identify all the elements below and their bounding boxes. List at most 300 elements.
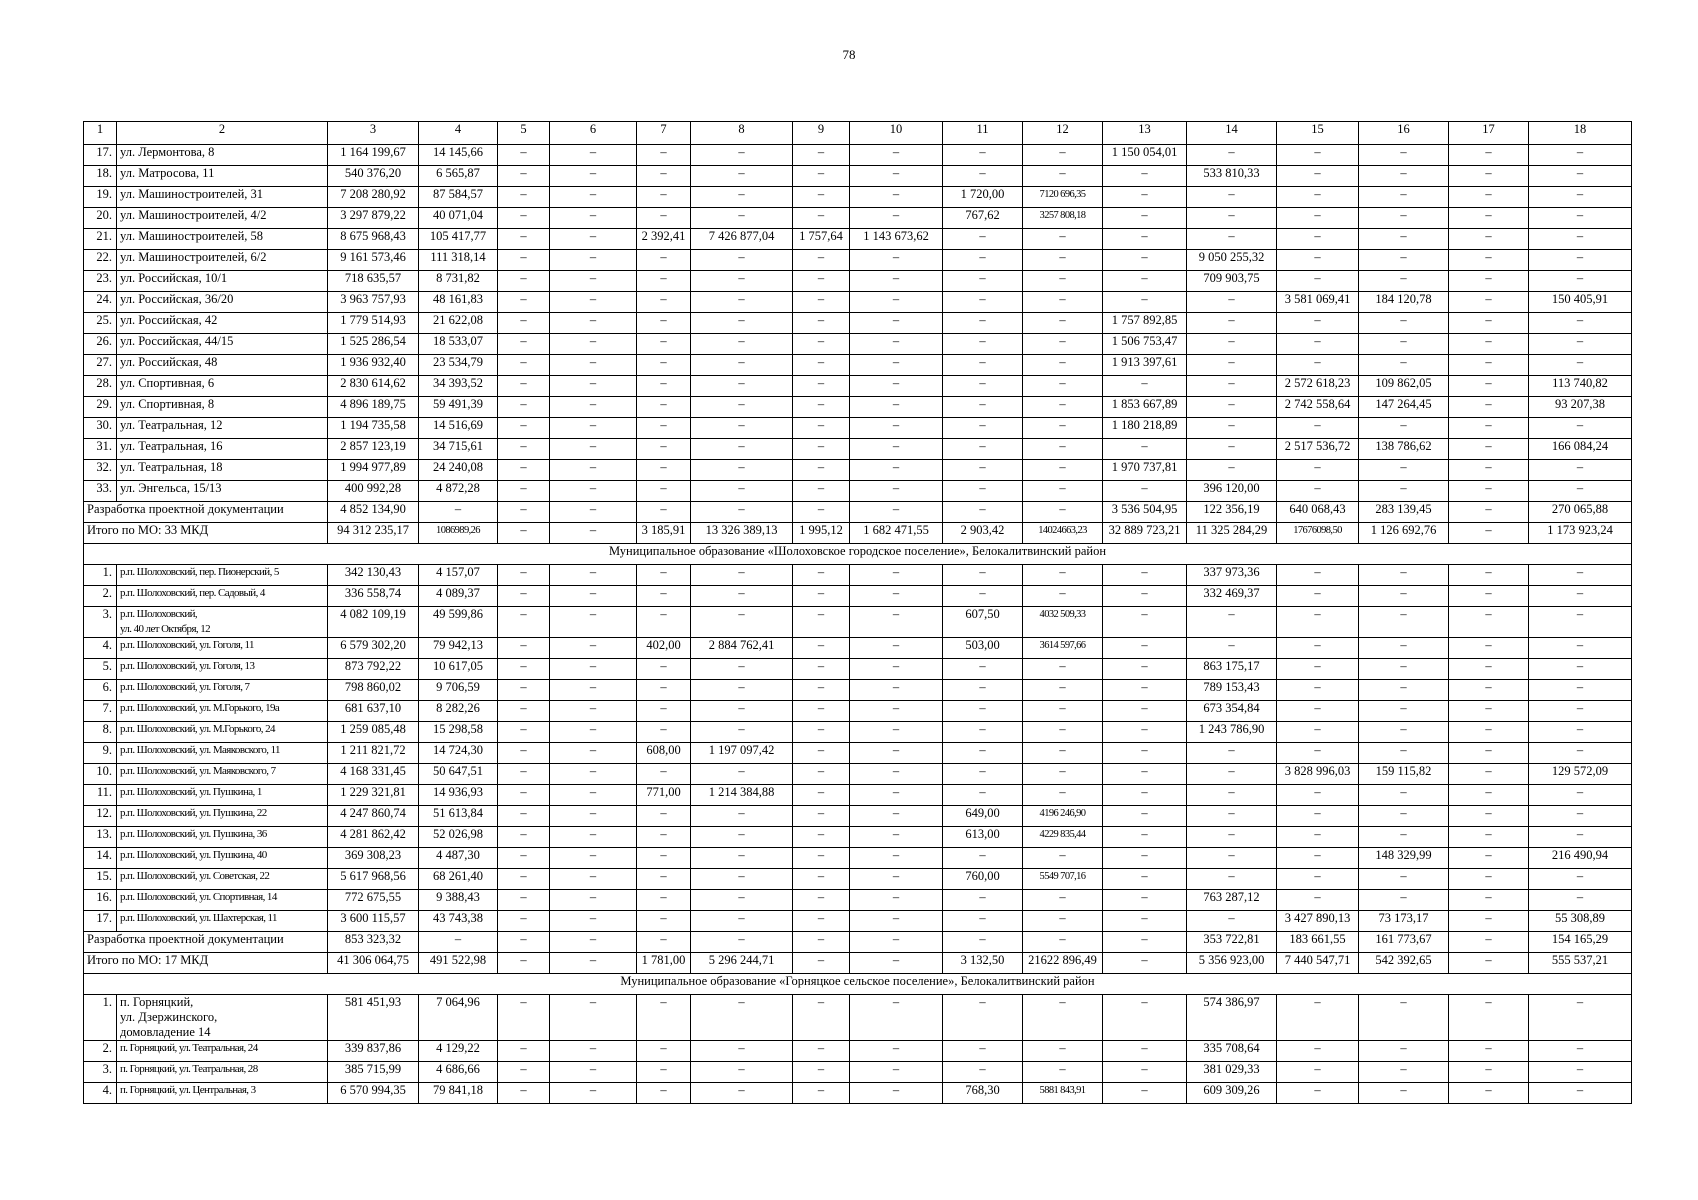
table-cell: – <box>637 145 691 166</box>
table-cell: – <box>691 439 793 460</box>
table-cell: – <box>1103 806 1187 827</box>
table-cell: – <box>1529 1083 1632 1104</box>
table-cell: 283 139,45 <box>1359 502 1449 523</box>
table-cell: – <box>1529 208 1632 229</box>
table-cell: 4 089,37 <box>419 586 498 607</box>
address-cell: ул. Российская, 10/1 <box>117 271 328 292</box>
table-cell: – <box>1359 638 1449 659</box>
table-cell: – <box>793 187 850 208</box>
table-cell: – <box>550 827 637 848</box>
table-cell: – <box>1023 890 1103 911</box>
address-cell: р.п. Шолоховский, ул. М.Горького, 24 <box>117 722 328 743</box>
table-cell: – <box>637 586 691 607</box>
column-number-header: 14 <box>1187 122 1277 145</box>
table-cell: – <box>637 418 691 439</box>
table-cell: – <box>943 722 1023 743</box>
table-cell: – <box>1277 722 1359 743</box>
table-cell: – <box>1449 586 1529 607</box>
table-cell: – <box>550 208 637 229</box>
table-cell: – <box>943 1041 1023 1062</box>
column-number-header: 4 <box>419 122 498 145</box>
table-cell: – <box>793 911 850 932</box>
table-cell: – <box>1103 785 1187 806</box>
table-cell: – <box>1449 806 1529 827</box>
table-cell: 14 145,66 <box>419 145 498 166</box>
table-cell: – <box>1023 145 1103 166</box>
table-cell: 555 537,21 <box>1529 953 1632 974</box>
table-cell: 609 309,26 <box>1187 1083 1277 1104</box>
table-cell: – <box>793 785 850 806</box>
table-cell: – <box>1103 229 1187 250</box>
table-cell: – <box>691 890 793 911</box>
table-cell: – <box>1187 439 1277 460</box>
table-cell: – <box>498 785 550 806</box>
table-row <box>84 166 1632 187</box>
address-cell: ул. Спортивная, 8 <box>117 397 328 418</box>
table-cell: 161 773,67 <box>1359 932 1449 953</box>
table-cell: 533 810,33 <box>1187 166 1277 187</box>
row-number: 15. <box>84 869 117 890</box>
table-cell: – <box>1023 932 1103 953</box>
table-cell: – <box>1023 995 1103 1041</box>
table-cell: – <box>850 586 943 607</box>
address-cell: п. Горняцкий, ул. Театральная, 28 <box>117 1062 328 1083</box>
table-cell: 3257 808,18 <box>1023 208 1103 229</box>
table-cell: – <box>1103 565 1187 586</box>
table-cell: – <box>850 827 943 848</box>
address-cell: ул. Театральная, 18 <box>117 460 328 481</box>
address-cell: р.п. Шолоховский, ул. Шахтерская, 11 <box>117 911 328 932</box>
table-cell: – <box>1187 607 1277 638</box>
table-cell: – <box>1187 397 1277 418</box>
table-cell: 79 841,18 <box>419 1083 498 1104</box>
table-cell: – <box>1359 334 1449 355</box>
table-cell: – <box>498 638 550 659</box>
column-number-header: 3 <box>328 122 419 145</box>
table-cell: – <box>1359 565 1449 586</box>
table-cell: – <box>1449 1083 1529 1104</box>
table-cell: – <box>1359 607 1449 638</box>
table-cell: – <box>637 890 691 911</box>
table-cell: – <box>1449 313 1529 334</box>
table-cell: – <box>1449 638 1529 659</box>
table-cell: – <box>1359 271 1449 292</box>
table-cell: – <box>1449 523 1529 544</box>
column-number-header: 15 <box>1277 122 1359 145</box>
table-cell: – <box>550 848 637 869</box>
table-cell: – <box>1023 502 1103 523</box>
table-cell: – <box>850 680 943 701</box>
table-cell: 709 903,75 <box>1187 271 1277 292</box>
table-row <box>84 187 1632 208</box>
table-cell: – <box>1103 953 1187 974</box>
table-cell: – <box>498 743 550 764</box>
table-cell: – <box>498 334 550 355</box>
summary-label: Итого по МО: 33 МКД <box>84 523 328 544</box>
section-title: Муниципальное образование «Горняцкое сельское поселение», Белокалитвинский район <box>84 974 1632 995</box>
table-cell: 3 297 879,22 <box>328 208 419 229</box>
table-cell: – <box>1023 271 1103 292</box>
table-row <box>84 460 1632 481</box>
table-cell: 1 173 923,24 <box>1529 523 1632 544</box>
table-cell: – <box>637 313 691 334</box>
table-cell: – <box>943 418 1023 439</box>
table-cell: – <box>1187 638 1277 659</box>
table-cell: – <box>850 166 943 187</box>
column-number-header: 1 <box>84 122 117 145</box>
table-cell: – <box>691 376 793 397</box>
table-cell: – <box>637 481 691 502</box>
table-cell: – <box>498 565 550 586</box>
column-number-header: 12 <box>1023 122 1103 145</box>
row-number: 9. <box>84 743 117 764</box>
table-cell: – <box>691 869 793 890</box>
table-cell: 608,00 <box>637 743 691 764</box>
table-cell: – <box>1529 565 1632 586</box>
table-cell: – <box>1187 145 1277 166</box>
table-cell: – <box>1023 586 1103 607</box>
table-cell: – <box>691 355 793 376</box>
table-cell: – <box>850 890 943 911</box>
table-cell: – <box>1529 1041 1632 1062</box>
table-cell: – <box>691 334 793 355</box>
table-cell: – <box>850 481 943 502</box>
address-cell: п. Горняцкий, ул. Центральная, 3 <box>117 1083 328 1104</box>
table-cell: 400 992,28 <box>328 481 419 502</box>
table-cell: 87 584,57 <box>419 187 498 208</box>
table-cell: – <box>1277 743 1359 764</box>
table-cell: – <box>498 869 550 890</box>
table-cell: – <box>1449 680 1529 701</box>
table-cell: – <box>850 607 943 638</box>
table-cell: – <box>1449 439 1529 460</box>
table-cell: – <box>850 638 943 659</box>
table-cell: – <box>1277 565 1359 586</box>
table-cell: 59 491,39 <box>419 397 498 418</box>
table-cell: – <box>637 869 691 890</box>
table-cell: – <box>1449 848 1529 869</box>
table-cell: – <box>1023 355 1103 376</box>
table-cell: – <box>943 502 1023 523</box>
table-cell: – <box>793 659 850 680</box>
table-cell: 7 064,96 <box>419 995 498 1041</box>
table-cell: 68 261,40 <box>419 869 498 890</box>
table-cell: – <box>1359 418 1449 439</box>
table-cell: – <box>793 995 850 1041</box>
table-cell: 1 779 514,93 <box>328 313 419 334</box>
table-row <box>84 722 1632 743</box>
table-cell: – <box>1529 481 1632 502</box>
table-cell: – <box>793 806 850 827</box>
table-cell: – <box>550 932 637 953</box>
table-cell: – <box>1449 481 1529 502</box>
address-cell: ул. Машиностроителей, 31 <box>117 187 328 208</box>
row-number: 29. <box>84 397 117 418</box>
table-cell: 216 490,94 <box>1529 848 1632 869</box>
table-cell: – <box>1529 145 1632 166</box>
table-cell: – <box>1529 659 1632 680</box>
table-cell: 1 936 932,40 <box>328 355 419 376</box>
table-cell: – <box>498 229 550 250</box>
table-cell: – <box>1449 911 1529 932</box>
table-cell: 48 161,83 <box>419 292 498 313</box>
table-row <box>84 565 1632 586</box>
table-cell: – <box>1023 848 1103 869</box>
address-cell: ул. Матросова, 11 <box>117 166 328 187</box>
table-cell: – <box>1277 659 1359 680</box>
table-cell: – <box>793 743 850 764</box>
address-cell: р.п. Шолоховский, ул. Маяковского, 11 <box>117 743 328 764</box>
table-cell: – <box>550 806 637 827</box>
table-cell: – <box>498 397 550 418</box>
row-number: 26. <box>84 334 117 355</box>
table-cell: 49 599,86 <box>419 607 498 638</box>
table-cell: – <box>1359 890 1449 911</box>
table-cell: – <box>943 565 1023 586</box>
table-cell: – <box>637 355 691 376</box>
table-cell: – <box>793 586 850 607</box>
table-cell: – <box>1449 418 1529 439</box>
table-cell: – <box>943 334 1023 355</box>
table-cell: 2 884 762,41 <box>691 638 793 659</box>
table-cell: – <box>1277 271 1359 292</box>
table-cell: – <box>1449 355 1529 376</box>
table-cell: – <box>793 439 850 460</box>
table-cell: – <box>691 586 793 607</box>
address-cell: ул. Российская, 36/20 <box>117 292 328 313</box>
table-cell: – <box>498 523 550 544</box>
table-cell: – <box>1187 869 1277 890</box>
table-cell: 159 115,82 <box>1359 764 1449 785</box>
table-cell: – <box>1449 397 1529 418</box>
row-number: 7. <box>84 701 117 722</box>
column-number-header: 13 <box>1103 122 1187 145</box>
table-cell: – <box>793 397 850 418</box>
table-cell: – <box>1449 565 1529 586</box>
table-cell: 93 207,38 <box>1529 397 1632 418</box>
table-cell: – <box>691 565 793 586</box>
table-cell: 4 129,22 <box>419 1041 498 1062</box>
table-cell: 772 675,55 <box>328 890 419 911</box>
table-cell: – <box>1277 187 1359 208</box>
table-cell: 332 469,37 <box>1187 586 1277 607</box>
table-cell: 1 682 471,55 <box>850 523 943 544</box>
table-cell: – <box>1277 229 1359 250</box>
table-cell: – <box>943 911 1023 932</box>
table-cell: – <box>793 292 850 313</box>
table-cell: – <box>1449 995 1529 1041</box>
table-cell: – <box>691 166 793 187</box>
table-cell: 6 570 994,35 <box>328 1083 419 1104</box>
table-cell: – <box>1187 848 1277 869</box>
row-number: 31. <box>84 439 117 460</box>
table-cell: – <box>850 250 943 271</box>
table-cell: – <box>637 250 691 271</box>
table-cell: – <box>1277 313 1359 334</box>
row-number: 1. <box>84 995 117 1041</box>
table-cell: 7 208 280,92 <box>328 187 419 208</box>
table-cell: – <box>1359 313 1449 334</box>
table-cell: – <box>498 502 550 523</box>
table-cell: 339 837,86 <box>328 1041 419 1062</box>
table-cell: 1086989,26 <box>419 523 498 544</box>
table-cell: – <box>1103 743 1187 764</box>
table-cell: – <box>850 376 943 397</box>
address-cell: ул. Спортивная, 6 <box>117 376 328 397</box>
table-cell: – <box>1103 932 1187 953</box>
section-row <box>84 974 1632 995</box>
table-cell: – <box>943 586 1023 607</box>
table-cell: – <box>943 701 1023 722</box>
table-cell: – <box>498 995 550 1041</box>
column-number-header: 16 <box>1359 122 1449 145</box>
table-cell: 381 029,33 <box>1187 1062 1277 1083</box>
table-cell: – <box>1023 418 1103 439</box>
table-cell: 6 579 302,20 <box>328 638 419 659</box>
table-cell: – <box>793 250 850 271</box>
table-cell: 1 197 097,42 <box>691 743 793 764</box>
table-cell: – <box>691 145 793 166</box>
table-cell: 1 525 286,54 <box>328 334 419 355</box>
table-cell: – <box>1277 827 1359 848</box>
table-cell: – <box>943 292 1023 313</box>
address-cell: р.п. Шолоховский, ул. Спортивная, 14 <box>117 890 328 911</box>
table-cell: – <box>498 166 550 187</box>
table-cell: 853 323,32 <box>328 932 419 953</box>
table-cell: – <box>1103 848 1187 869</box>
section-title: Муниципальное образование «Шолоховское городское поселение», Белокалитвинский район <box>84 544 1632 565</box>
summary-row <box>84 953 1632 974</box>
table-row <box>84 701 1632 722</box>
summary-row <box>84 502 1632 523</box>
table-cell: – <box>1023 764 1103 785</box>
table-cell: 24 240,08 <box>419 460 498 481</box>
table-cell: – <box>1023 376 1103 397</box>
table-cell: – <box>1359 208 1449 229</box>
table-cell: – <box>498 1083 550 1104</box>
table-cell: 4 168 331,45 <box>328 764 419 785</box>
table-cell: – <box>1449 229 1529 250</box>
table-cell: – <box>1449 502 1529 523</box>
table-cell: 1 995,12 <box>793 523 850 544</box>
table-cell: 640 068,43 <box>1277 502 1359 523</box>
table-cell: 13 326 389,13 <box>691 523 793 544</box>
table-cell: – <box>1277 701 1359 722</box>
table-cell: – <box>550 397 637 418</box>
row-number: 24. <box>84 292 117 313</box>
table-cell: – <box>498 911 550 932</box>
table-cell: – <box>637 376 691 397</box>
table-cell: – <box>1359 460 1449 481</box>
table-cell: – <box>550 250 637 271</box>
address-cell: р.п. Шолоховский, пер. Садовый, 4 <box>117 586 328 607</box>
table-cell: – <box>498 659 550 680</box>
table-cell: 1 757 892,85 <box>1103 313 1187 334</box>
table-row <box>84 229 1632 250</box>
table-cell: – <box>793 701 850 722</box>
table-cell: – <box>1449 145 1529 166</box>
table-cell: – <box>637 292 691 313</box>
table-cell: 337 973,36 <box>1187 565 1277 586</box>
table-cell: 4 082 109,19 <box>328 607 419 638</box>
table-cell: – <box>793 313 850 334</box>
table-cell: – <box>1529 418 1632 439</box>
row-number: 13. <box>84 827 117 848</box>
table-cell: – <box>498 827 550 848</box>
table-cell: – <box>850 1083 943 1104</box>
row-number: 2. <box>84 1041 117 1062</box>
table-cell: 6 565,87 <box>419 166 498 187</box>
row-number: 18. <box>84 166 117 187</box>
table-cell: – <box>1449 722 1529 743</box>
table-cell: – <box>1023 785 1103 806</box>
column-number-header: 5 <box>498 122 550 145</box>
table-cell: – <box>1103 208 1187 229</box>
table-cell: – <box>550 911 637 932</box>
column-number-header: 6 <box>550 122 637 145</box>
table-cell: 2 903,42 <box>943 523 1023 544</box>
table-cell: – <box>1023 397 1103 418</box>
table-cell: – <box>498 806 550 827</box>
table-cell: – <box>1529 785 1632 806</box>
table-cell: 336 558,74 <box>328 586 419 607</box>
table-cell: – <box>1359 995 1449 1041</box>
column-number-header: 11 <box>943 122 1023 145</box>
table-cell: – <box>1529 460 1632 481</box>
table-cell: – <box>943 355 1023 376</box>
table-cell: – <box>550 229 637 250</box>
table-cell: 1 214 384,88 <box>691 785 793 806</box>
address-cell: ул. Театральная, 12 <box>117 418 328 439</box>
table-cell: 5881 843,91 <box>1023 1083 1103 1104</box>
address-cell: ул. Машиностроителей, 4/2 <box>117 208 328 229</box>
table-cell: – <box>498 439 550 460</box>
table-cell: 3 600 115,57 <box>328 911 419 932</box>
table-cell: – <box>691 722 793 743</box>
table-cell: – <box>1529 869 1632 890</box>
table-cell: – <box>637 764 691 785</box>
table-cell: – <box>1449 701 1529 722</box>
table-cell: – <box>550 187 637 208</box>
table-cell: – <box>850 292 943 313</box>
table-cell: – <box>637 701 691 722</box>
table-cell: – <box>850 418 943 439</box>
table-cell: – <box>1359 1083 1449 1104</box>
table-cell: – <box>691 607 793 638</box>
table-cell: 1 994 977,89 <box>328 460 419 481</box>
table-cell: – <box>850 145 943 166</box>
table-cell: 1 164 199,67 <box>328 145 419 166</box>
page-number: 78 <box>842 47 856 62</box>
table-cell: – <box>550 953 637 974</box>
table-cell: 3 132,50 <box>943 953 1023 974</box>
table-cell: – <box>793 481 850 502</box>
table-cell: – <box>691 911 793 932</box>
table-cell: 5 617 968,56 <box>328 869 419 890</box>
table-cell: – <box>1359 743 1449 764</box>
table-cell: – <box>691 271 793 292</box>
column-number-header: 10 <box>850 122 943 145</box>
table-cell: – <box>691 848 793 869</box>
table-cell: – <box>498 722 550 743</box>
table-cell: – <box>850 995 943 1041</box>
table-cell: 863 175,17 <box>1187 659 1277 680</box>
address-cell: р.п. Шолоховский, ул. 40 лет Октября, 12 <box>117 607 328 638</box>
table-cell: 4 852 134,90 <box>328 502 419 523</box>
table-cell: – <box>1023 1062 1103 1083</box>
table-cell: – <box>498 313 550 334</box>
table-cell: – <box>1449 460 1529 481</box>
